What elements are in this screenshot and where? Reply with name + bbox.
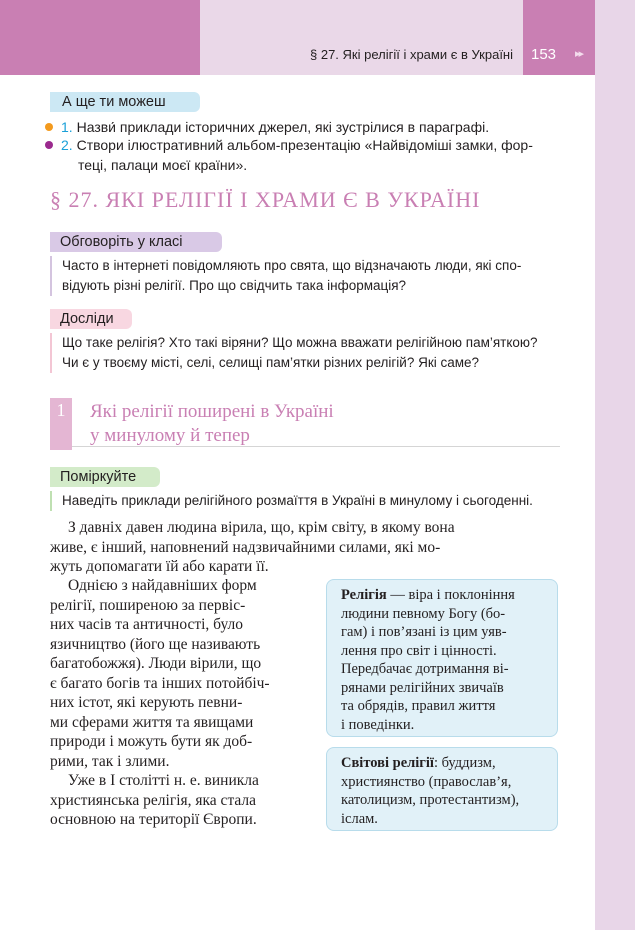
text-line: рими, так і злими. [50,752,170,770]
definition-text: : буддизм, [433,755,496,771]
text-line: жуть допомагати їй або карати її. [50,558,269,575]
task-2 [61,136,533,154]
text-line: Чи є у твоєму місті, селі, селищі пам’ятки різних релігій? Які саме? [62,355,480,370]
header-band-left [0,0,200,75]
text-line: Передбачає дотримання ві- [341,661,509,677]
header-band-page [523,0,595,75]
task-text: Створи ілюстративний альбом-презентацію «Найвідоміші замки, фор- [76,137,533,153]
bullet-orange-icon [45,123,53,131]
research-label: Досліди [50,309,132,329]
page-side-strip [595,0,635,930]
task-text: Назви́ приклади історичних джерел, які зустрілися в параграфі. [76,119,490,135]
text-line: та обрядів, правил життя [341,698,496,714]
text-line: Уже в І столітті н. е. виникла [68,772,259,789]
discuss-text [50,256,572,296]
page-number: 153 [531,46,557,63]
text-line: іслам. [341,810,378,827]
text-line: є багато богів та інших потойбіч- [50,674,270,692]
research-text [50,333,572,373]
title-line: Які релігії поширені в Україні [90,401,334,422]
bullet-purple-icon [45,141,53,149]
running-header-title: § 27. Які релігії і храми є в Україні [310,47,513,62]
definition-world-religions [326,747,558,831]
text-line: відують різні релігії. Про що свідчить така інформація? [62,278,407,293]
text-line: християнство (православ’я, [341,773,512,790]
header-band-title [200,0,523,75]
text-line: ми сферами життя та явищами [50,713,254,731]
subsection-divider [72,446,560,447]
title-line: у минулому й тепер [90,425,250,446]
text-line: З давніх давен людина вірила, що, крім світу, в якому вона [68,519,455,536]
definition-term: Релігія [341,587,387,603]
think-label: Поміркуйте [50,467,160,487]
task-1 [61,118,489,136]
subsection-number: 1 [50,398,72,450]
subsection-title [90,400,334,448]
text-line: природи і можуть бути як доб- [50,733,253,750]
task-number: 1. [61,119,73,135]
text-line: лення про світ і цінності. [341,642,497,659]
text-line: основною на території Європи. [50,811,257,828]
text-line: них часів та античності, було [50,616,244,633]
text-line: багатобожжя). Люди вірили, що [50,655,262,672]
text-line: людини певному Богу (бо- [341,605,506,622]
text-line: гам) і пов’язані із цим уяв- [341,624,507,640]
text-line: Наведіть приклади релігійного розмаїття в Україні в минулому і сьогоденні. [62,493,533,508]
definition-term: Світові релігії [341,755,434,771]
text-line: рянами релігійних звичаїв [341,679,504,696]
task-number: 2. [61,137,73,153]
text-line: Що таке релігія? Хто такі віряни? Що можна вважати релігійною пам’яткою? [62,335,538,350]
think-text [50,491,572,511]
text-line: християнська релігія, яка стала [50,791,257,809]
text-line: Часто в інтернеті повідомляють про свята, що відзначають люди, які спо- [62,258,522,273]
task-2-continued: теці, палаци моєї країни». [78,157,248,173]
text-line: них істот, які керують певни- [50,694,243,711]
text-line: живе, є інший, наповнений надзвичайними силами, які мо- [50,538,441,556]
next-page-arrows-icon: ▸▸ [575,48,583,60]
section-title: § 27. ЯКІ РЕЛІГІЇ І ХРАМИ Є В УКРАЇНІ [50,187,481,212]
text-line: католицизм, протестантизм), [341,792,520,808]
text-line: і поведінки. [341,716,415,733]
definition-religion [326,579,558,737]
text-line: язичництво (його ще називають [50,635,261,653]
text-line: релігії, поширеною за первіс- [50,596,246,614]
text-line: Однією з найдавніших форм [68,577,257,594]
main-paragraphs [50,576,312,830]
definition-text: — віра і поклоніння [386,587,515,603]
discuss-label: Обговоріть у класі [50,232,222,252]
intro-paragraph [50,518,560,577]
can-do-label: А ще ти можеш [50,92,200,112]
